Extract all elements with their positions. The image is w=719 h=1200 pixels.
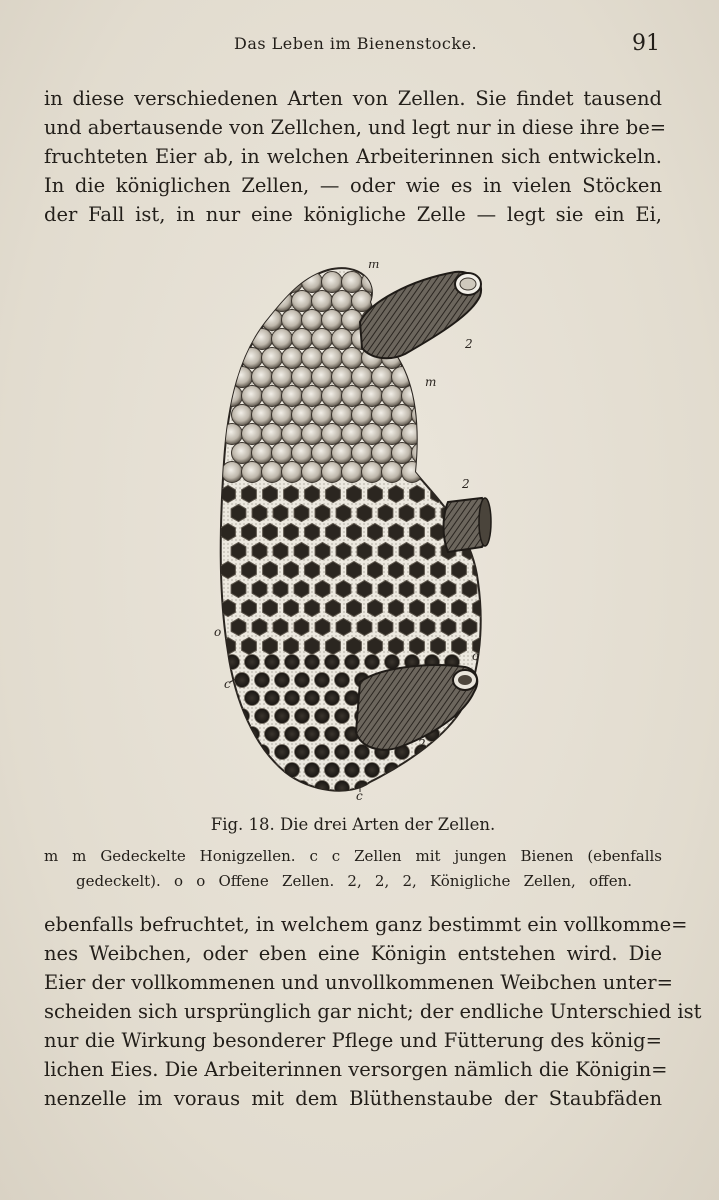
capped-cell — [322, 386, 343, 407]
brood-cell — [305, 763, 320, 778]
brood-cell — [325, 763, 340, 778]
open-cell — [420, 543, 435, 560]
open-cell — [441, 619, 456, 636]
capped-cell — [302, 272, 323, 293]
label-2-bottom: 2 — [418, 737, 426, 751]
open-cell — [231, 619, 246, 636]
open-cell — [399, 505, 414, 522]
open-cell — [389, 524, 404, 541]
open-cell — [336, 581, 351, 598]
open-cell — [252, 581, 267, 598]
capped-cell — [222, 424, 243, 445]
capped-cell — [332, 367, 353, 388]
capped-cell — [332, 291, 353, 312]
open-cell — [399, 543, 414, 560]
open-cell — [315, 619, 330, 636]
brood-cell — [265, 655, 280, 670]
text-line: der Fall ist, in nur eine königliche Zelle — legt sie ein Ei, — [44, 203, 662, 226]
text-line: Eier der vollkommenen und unvollkommenen Weibchen unter= — [44, 971, 673, 994]
capped-cell — [232, 329, 253, 350]
capped-cell — [302, 386, 323, 407]
brood-cell — [305, 655, 320, 670]
capped-cell — [342, 310, 363, 331]
label-o-left: o — [214, 625, 222, 639]
open-cell — [483, 619, 498, 636]
brood-cell — [305, 727, 320, 742]
open-cell — [305, 486, 320, 503]
brood-cell — [275, 745, 290, 760]
brood-cell — [295, 673, 310, 688]
capped-cell — [262, 462, 283, 483]
capped-cell — [382, 462, 403, 483]
open-cell — [242, 638, 257, 655]
open-cell — [368, 638, 383, 655]
open-cell — [462, 619, 477, 636]
open-cell — [357, 505, 372, 522]
label-2-top: 2 — [465, 337, 473, 351]
open-cell — [420, 581, 435, 598]
capped-cell — [292, 367, 313, 388]
capped-cell — [262, 272, 283, 293]
open-cell — [452, 600, 467, 617]
capped-cell — [222, 386, 243, 407]
brood-cell — [245, 655, 260, 670]
open-cell — [284, 638, 299, 655]
open-cell — [326, 638, 341, 655]
open-cell — [410, 562, 425, 579]
brood-cell — [325, 691, 340, 706]
brood-cell — [285, 655, 300, 670]
open-cell — [357, 543, 372, 560]
capped-cell — [232, 367, 253, 388]
brood-cell — [295, 709, 310, 724]
brood-cell — [325, 655, 340, 670]
open-cell — [294, 581, 309, 598]
capped-cell — [262, 424, 283, 445]
open-cell — [431, 600, 446, 617]
capped-cell — [262, 348, 283, 369]
brood-cell — [255, 781, 270, 796]
capped-cell — [372, 367, 393, 388]
capped-cell — [302, 310, 323, 331]
open-cell — [263, 562, 278, 579]
open-cell — [315, 581, 330, 598]
capped-cell — [222, 272, 243, 293]
honeycomb-figure — [210, 262, 510, 802]
brood-cell — [455, 781, 470, 796]
brood-cell — [325, 727, 340, 742]
open-cell — [483, 581, 498, 598]
open-cell — [242, 486, 257, 503]
capped-cell — [392, 367, 413, 388]
open-cell — [410, 638, 425, 655]
brood-cell — [285, 727, 300, 742]
brood-cell — [225, 655, 240, 670]
capped-cell — [342, 424, 363, 445]
open-cell — [399, 581, 414, 598]
open-cell — [347, 600, 362, 617]
capped-cell — [272, 329, 293, 350]
capped-cell — [262, 310, 283, 331]
brood-cell — [345, 655, 360, 670]
capped-cell — [392, 443, 413, 464]
capped-cell — [302, 348, 323, 369]
capped-cell — [312, 291, 333, 312]
running-title: Das Leben im Bienenstocke. — [234, 34, 478, 53]
open-cell — [420, 619, 435, 636]
figure-legend-line: gedeckelt). o o Offene Zellen. 2, 2, 2, Königliche Zellen, offen. — [76, 872, 632, 890]
capped-cell — [322, 348, 343, 369]
page-header — [44, 31, 664, 62]
capped-cell — [402, 424, 423, 445]
open-cell — [347, 486, 362, 503]
capped-cell — [222, 462, 243, 483]
text-line: scheiden sich ursprünglich gar nicht; der endliche Unterschied ist — [44, 1000, 702, 1023]
open-cell — [242, 562, 257, 579]
label-c-bottom: c — [356, 789, 363, 802]
brood-cell — [225, 691, 240, 706]
brood-cell — [345, 691, 360, 706]
brood-cell — [265, 727, 280, 742]
brood-cell — [235, 745, 250, 760]
label-2-middle: 2 — [462, 477, 470, 491]
capped-cell — [302, 462, 323, 483]
figure-legend-line: m m Gedeckelte Honigzellen. c c Zellen mit jungen Bienen (ebenfalls — [44, 847, 662, 865]
open-cell — [263, 638, 278, 655]
text-line: fruchteten Eier ab, in welchen Arbeiterinnen sich entwickeln. — [44, 145, 662, 168]
brood-cell — [255, 709, 270, 724]
capped-cell — [292, 405, 313, 426]
open-cell — [326, 600, 341, 617]
capped-cell — [372, 405, 393, 426]
capped-cell — [242, 386, 263, 407]
open-cell — [273, 543, 288, 560]
brood-cell — [245, 763, 260, 778]
open-cell — [263, 600, 278, 617]
queen-cell-bottom — [356, 665, 477, 750]
capped-cell — [382, 424, 403, 445]
open-cell — [378, 581, 393, 598]
capped-cell — [282, 272, 303, 293]
queen-cell-middle — [444, 498, 492, 552]
capped-cell — [232, 443, 253, 464]
brood-cell — [235, 673, 250, 688]
open-cell — [284, 524, 299, 541]
capped-cell — [332, 443, 353, 464]
capped-cell — [252, 329, 273, 350]
capped-cell — [242, 310, 263, 331]
label-o-right: o — [472, 649, 480, 663]
capped-cell — [362, 462, 383, 483]
brood-cell — [235, 781, 250, 796]
text-line: nenzelle im voraus mit dem Blüthenstaube der Staubfäden — [44, 1087, 662, 1110]
capped-cell — [242, 424, 263, 445]
capped-cell — [402, 462, 423, 483]
figure-caption: Fig. 18. Die drei Arten der Zellen. — [210, 815, 496, 834]
open-cell — [336, 543, 351, 560]
capped-cell — [352, 443, 373, 464]
brood-cell — [375, 781, 390, 796]
brood-cell — [385, 763, 400, 778]
capped-cell — [232, 405, 253, 426]
open-cell — [221, 638, 236, 655]
open-cell — [368, 600, 383, 617]
brood-cell — [455, 745, 470, 760]
open-cell — [368, 562, 383, 579]
brood-cell — [305, 691, 320, 706]
top-paragraph — [44, 84, 667, 229]
queen-cell-top — [360, 272, 481, 358]
capped-cell — [282, 424, 303, 445]
open-cell — [368, 486, 383, 503]
open-cell — [284, 562, 299, 579]
open-cell — [441, 581, 456, 598]
capped-cell — [222, 310, 243, 331]
open-cell — [347, 562, 362, 579]
open-cell — [473, 600, 488, 617]
capped-cell — [402, 386, 423, 407]
capped-cell — [342, 272, 363, 293]
text-line: in diese verschiedenen Arten von Zellen. Sie findet tausend — [44, 87, 662, 110]
open-cell — [252, 505, 267, 522]
label-m-top: m — [368, 262, 380, 271]
capped-cell — [382, 386, 403, 407]
open-cell — [305, 562, 320, 579]
open-cell — [242, 524, 257, 541]
open-cell — [326, 562, 341, 579]
capped-cell — [352, 291, 373, 312]
capped-cell — [292, 291, 313, 312]
capped-cell — [272, 367, 293, 388]
open-cell — [263, 486, 278, 503]
capped-cell — [392, 405, 413, 426]
brood-cell — [275, 673, 290, 688]
open-cell — [294, 619, 309, 636]
capped-cell — [322, 462, 343, 483]
text-line: ebenfalls befruchtet, in welchem ganz bestimmt ein vollkomme= — [44, 913, 688, 936]
capped-cell — [362, 386, 383, 407]
open-cell — [263, 524, 278, 541]
open-cell — [231, 543, 246, 560]
capped-cell — [252, 367, 273, 388]
open-cell — [389, 486, 404, 503]
open-cell — [294, 543, 309, 560]
open-cell — [389, 562, 404, 579]
capped-cell — [332, 405, 353, 426]
text-line: nur die Wirkung besonderer Pflege und Fütterung des könig= — [44, 1029, 662, 1052]
open-cell — [389, 600, 404, 617]
capped-cell — [272, 405, 293, 426]
brood-cell — [395, 781, 410, 796]
brood-cell — [225, 763, 240, 778]
capped-cell — [302, 424, 323, 445]
open-cell — [305, 638, 320, 655]
brood-cell — [435, 781, 450, 796]
brood-cell — [315, 709, 330, 724]
brood-cell — [225, 727, 240, 742]
capped-cell — [252, 443, 273, 464]
open-cell — [273, 619, 288, 636]
capped-cell — [312, 405, 333, 426]
open-cell — [462, 581, 477, 598]
brood-cell — [265, 691, 280, 706]
open-cell — [336, 619, 351, 636]
text-line: In die königlichen Zellen, — oder wie es in vielen Stöcken — [44, 174, 662, 197]
capped-cell — [282, 386, 303, 407]
capped-cell — [262, 386, 283, 407]
capped-cell — [342, 386, 363, 407]
label-m-middle: m — [425, 375, 437, 389]
capped-cell — [332, 329, 353, 350]
open-cell — [305, 524, 320, 541]
open-cell — [336, 505, 351, 522]
open-cell — [326, 486, 341, 503]
open-cell — [284, 486, 299, 503]
open-cell — [315, 543, 330, 560]
open-cell — [347, 638, 362, 655]
open-cell — [221, 562, 236, 579]
brood-cell — [365, 655, 380, 670]
open-cell — [420, 505, 435, 522]
open-cell — [410, 486, 425, 503]
capped-cell — [352, 367, 373, 388]
open-cell — [389, 638, 404, 655]
open-cell — [452, 638, 467, 655]
brood-cell — [265, 763, 280, 778]
capped-cell — [322, 424, 343, 445]
brood-cell — [275, 781, 290, 796]
capped-cell — [232, 291, 253, 312]
open-cell — [284, 600, 299, 617]
open-cell — [431, 486, 446, 503]
open-cell — [231, 581, 246, 598]
capped-cell — [372, 443, 393, 464]
brood-cell — [335, 745, 350, 760]
capped-cell — [252, 291, 273, 312]
capped-cell — [322, 272, 343, 293]
capped-cell — [322, 310, 343, 331]
text-line: nes Weibchen, oder eben eine Königin entstehen wird. Die — [44, 942, 662, 965]
capped-cell — [342, 462, 363, 483]
open-cell — [357, 619, 372, 636]
brood-cell — [315, 673, 330, 688]
open-cell — [221, 486, 236, 503]
open-cell — [242, 600, 257, 617]
open-cell — [378, 619, 393, 636]
brood-cell — [285, 691, 300, 706]
capped-cell — [292, 443, 313, 464]
capped-cell — [312, 329, 333, 350]
capped-cell — [292, 329, 313, 350]
page-number: 91 — [632, 31, 660, 56]
text-line: lichen Eies. Die Arbeiterinnen versorgen nämlich die Königin= — [44, 1058, 668, 1081]
brood-cell — [335, 673, 350, 688]
brood-cell — [365, 763, 380, 778]
brood-cell — [445, 763, 460, 778]
brood-cell — [335, 781, 350, 796]
open-cell — [431, 562, 446, 579]
capped-cell — [352, 405, 373, 426]
open-cell — [357, 581, 372, 598]
brood-cell — [335, 709, 350, 724]
open-cell — [410, 600, 425, 617]
capped-cell — [242, 462, 263, 483]
open-cell — [410, 524, 425, 541]
brood-cell — [405, 763, 420, 778]
brood-cell — [415, 781, 430, 796]
capped-cell — [362, 424, 383, 445]
open-cell — [326, 524, 341, 541]
capped-cell — [312, 367, 333, 388]
bottom-paragraph — [44, 910, 702, 1113]
capped-cell — [222, 348, 243, 369]
open-cell — [368, 524, 383, 541]
brood-cell — [435, 745, 450, 760]
open-cell — [315, 505, 330, 522]
brood-cell — [245, 691, 260, 706]
open-cell — [252, 619, 267, 636]
brood-cell — [315, 745, 330, 760]
open-cell — [378, 543, 393, 560]
brood-cell — [425, 763, 440, 778]
capped-cell — [412, 443, 433, 464]
label-c-left: c — [224, 677, 231, 691]
brood-cell — [275, 709, 290, 724]
open-cell — [273, 505, 288, 522]
capped-cell — [242, 272, 263, 293]
capped-cell — [272, 443, 293, 464]
capped-cell — [282, 462, 303, 483]
brood-cell — [385, 655, 400, 670]
capped-cell — [342, 348, 363, 369]
open-cell — [252, 543, 267, 560]
open-cell — [378, 505, 393, 522]
text-line: und abertausende von Zellchen, und legt nur in diese ihre be= — [44, 116, 667, 139]
capped-cell — [252, 405, 273, 426]
brood-cell — [345, 763, 360, 778]
open-cell — [294, 505, 309, 522]
open-cell — [221, 524, 236, 541]
open-cell — [231, 505, 246, 522]
brood-cell — [255, 673, 270, 688]
open-cell — [431, 638, 446, 655]
open-cell — [305, 600, 320, 617]
open-cell — [347, 524, 362, 541]
brood-cell — [295, 745, 310, 760]
open-cell — [273, 581, 288, 598]
brood-cell — [285, 763, 300, 778]
capped-cell — [312, 443, 333, 464]
capped-cell — [282, 310, 303, 331]
capped-cell — [282, 348, 303, 369]
open-cell — [399, 619, 414, 636]
open-cell — [452, 562, 467, 579]
